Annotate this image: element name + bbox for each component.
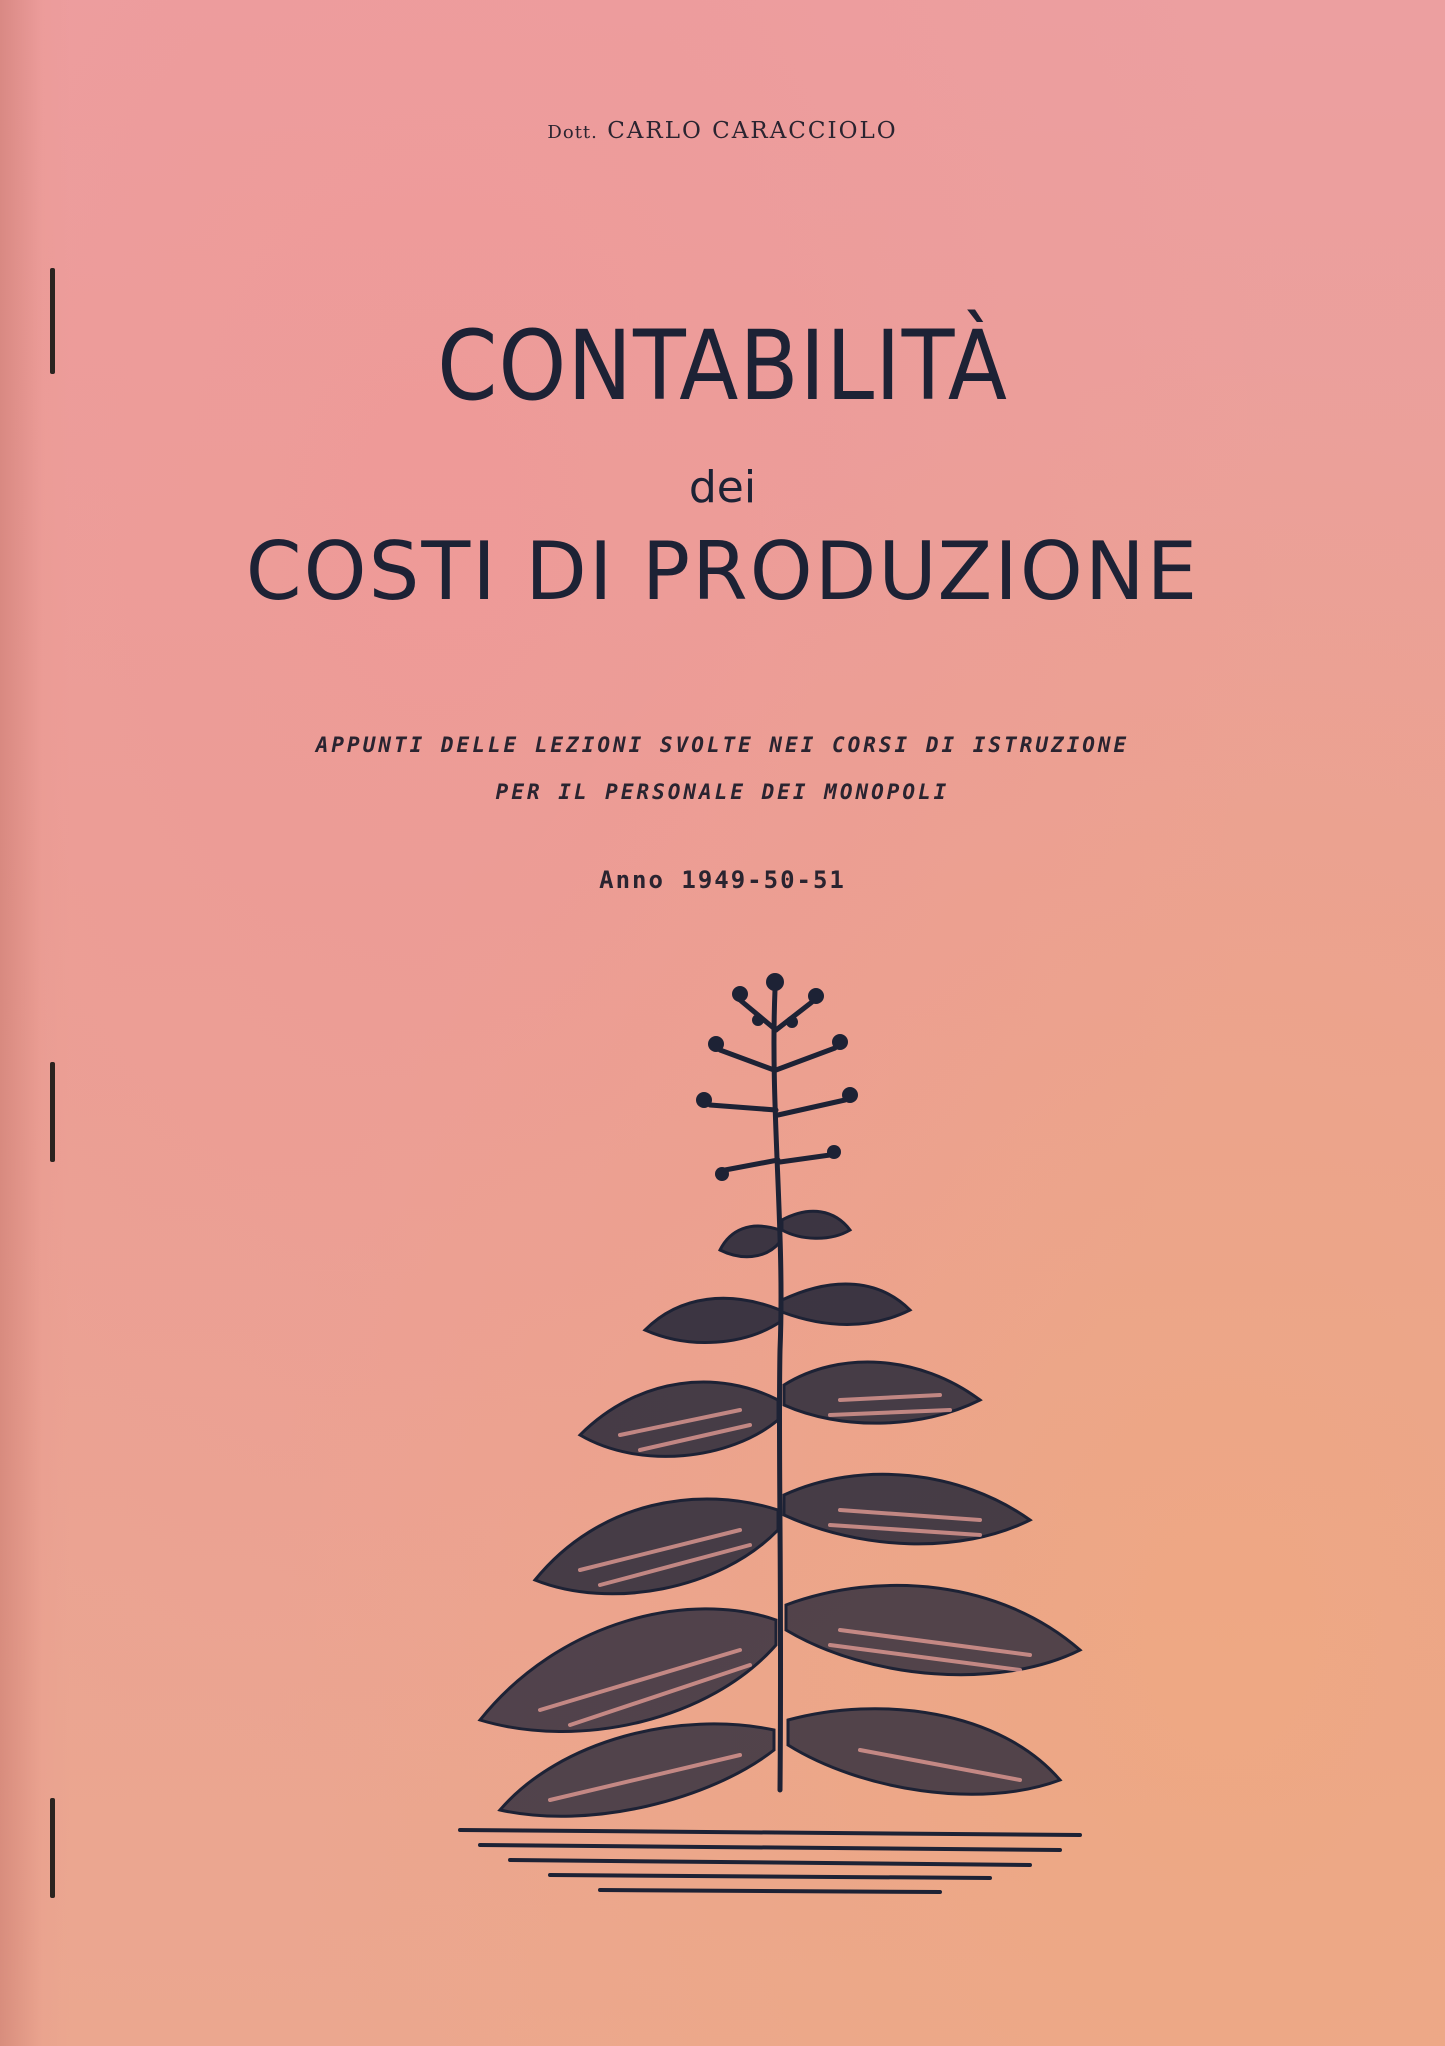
author-name: CARLO CARACCIOLO — [607, 118, 898, 144]
title-main: CONTABILITÀ — [437, 310, 1008, 422]
description-line-2: PER IL PERSONALE DEI MONOPOLI — [495, 780, 950, 804]
worn-left-edge — [0, 0, 70, 2046]
year-line: Anno 1949-50-51 — [599, 866, 846, 894]
title-connector: dei — [688, 462, 757, 513]
staple-mark — [50, 1062, 55, 1162]
author-prefix: Dott. — [547, 122, 598, 143]
staple-mark — [50, 1798, 55, 1898]
author-line — [0, 118, 1445, 144]
tobacco-plant-illustration — [440, 930, 1100, 1930]
description-line-1: APPUNTI DELLE LEZIONI SVOLTE NEI CORSI DI ISTRUZIONE — [315, 733, 1130, 757]
title-subject: COSTI DI PRODUZIONE — [245, 525, 1200, 618]
